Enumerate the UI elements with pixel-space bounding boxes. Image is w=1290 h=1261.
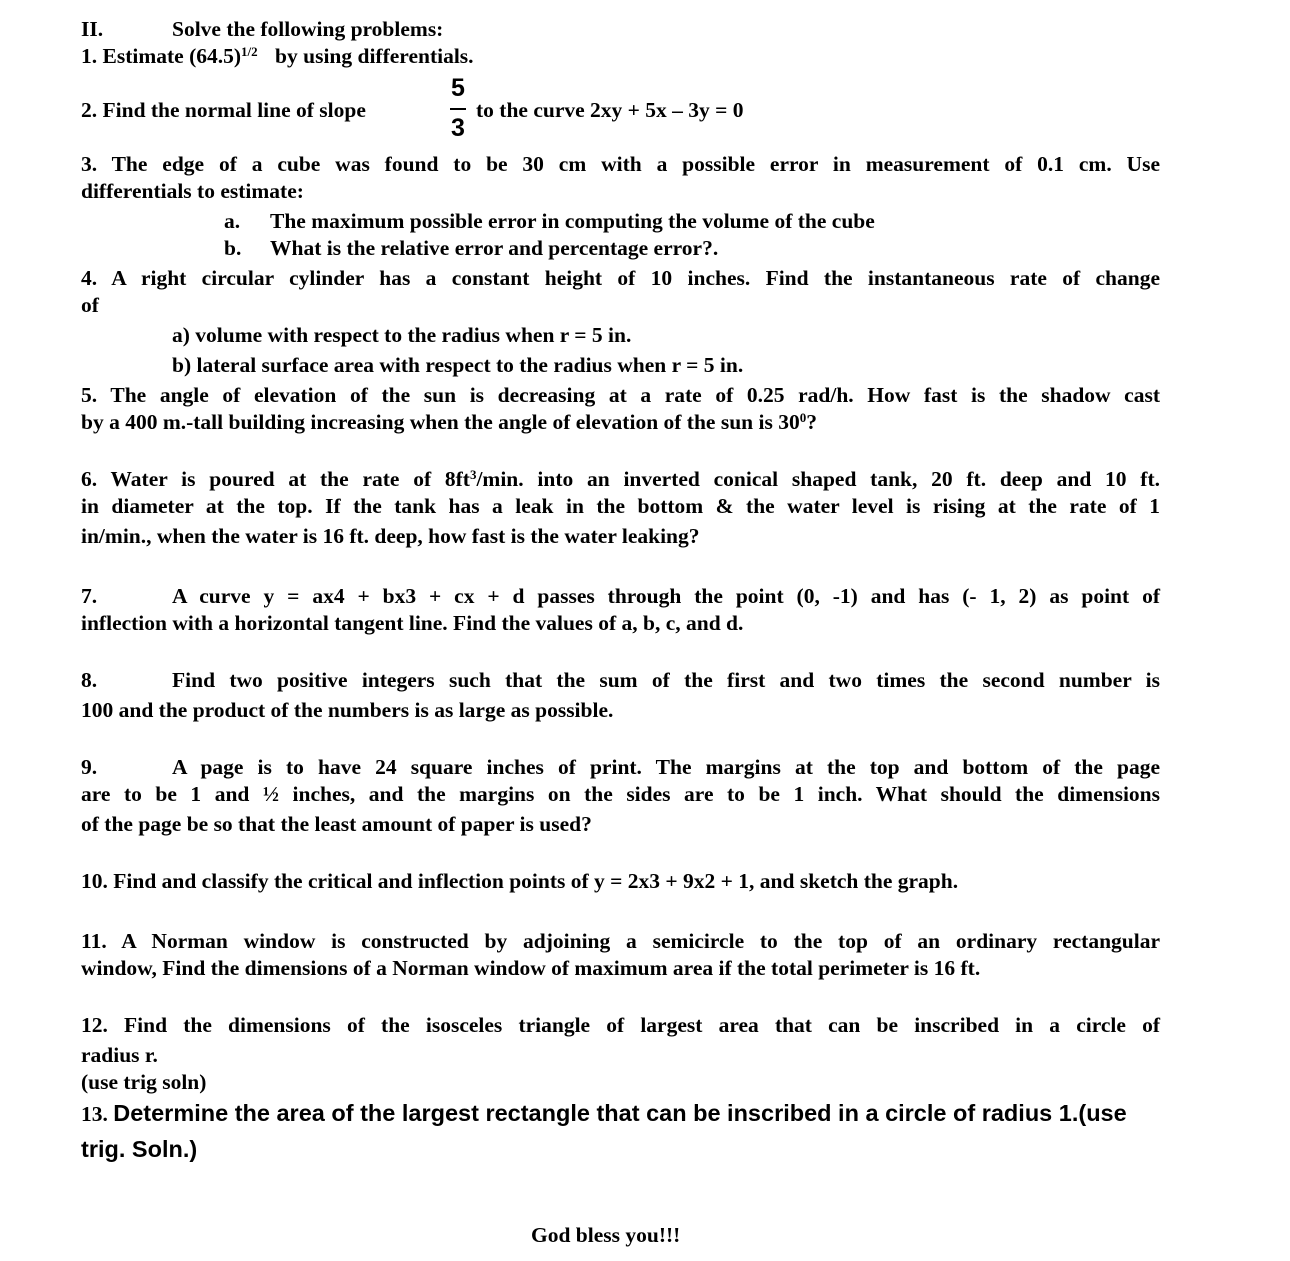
problem-13-line-2: trig. Soln.) (81, 1136, 198, 1162)
item-text: The maximum possible error in computing the volume of the cube (270, 209, 875, 233)
problem-10-line-1: 10. Find and classify the critical and inflection points of y = 2x3 + 9x2 + 1, and sketch the graph. (81, 869, 959, 893)
fraction-bar (450, 108, 466, 110)
problem-7-line-1: A curve y = ax4 + bx3 + cx + d passes through the point (0, -1) and has (- 1, 2) as point of (172, 584, 1160, 608)
degree-mark: 0 (799, 409, 807, 425)
problem-9-line-2: are to be 1 and ½ inches, and the margins on the sides are to be 1 inch. What should the dimensions (81, 782, 1160, 806)
problem-12-line-1: 12. Find the dimensions of the isosceles triangle of largest area that can be inscribed in a circle of (81, 1013, 1160, 1037)
slope-numerator: 5 (451, 74, 465, 102)
problem-1-text-end: by using differentials. (275, 44, 474, 68)
problem-9-line-1: A page is to have 24 square inches of print. The margins at the top and bottom of the page (172, 755, 1160, 779)
slope-denominator: 3 (451, 114, 465, 142)
problem-12-line-2: radius r. (81, 1043, 158, 1067)
problem-8-line-2: 100 and the product of the numbers is as large as possible. (81, 698, 614, 722)
problem-2-lead: 2. Find the normal line of slope (81, 98, 366, 122)
problem-5-line-2 (81, 409, 817, 434)
question-mark: ? (806, 410, 817, 434)
problem-13-text: Determine the area of the largest rectangle that can be inscribed in a circle of radius 1.(use (113, 1100, 1127, 1126)
problem-7-number: 7. (81, 584, 98, 608)
problem-3-item-b (224, 238, 718, 260)
item-label: b. (224, 236, 242, 260)
problem-13-line-1 (81, 1102, 1127, 1126)
closing-message: God bless you!!! (531, 1223, 681, 1247)
problem-3-item-a (224, 211, 875, 233)
problem-4-item-b: b) lateral surface area with respect to the radius when r = 5 in. (172, 353, 744, 377)
section-title: Solve the following problems: (172, 17, 444, 41)
section-heading (81, 19, 443, 41)
problem-9-number: 9. (81, 755, 98, 779)
problem-13-number: 13. (81, 1102, 108, 1126)
item-text: What is the relative error and percentage error?. (270, 236, 719, 260)
problem-7-line-2: inflection with a horizontal tangent line. Find the values of a, b, c, and d. (81, 611, 744, 635)
problem-5-line-2-text: by a 400 m.-tall building increasing when the angle of elevation of the sun is 30 (81, 410, 800, 434)
problem-2-tail: to the curve 2xy + 5x – 3y = 0 (476, 98, 744, 122)
cubic-exponent: 3 (469, 466, 477, 482)
problem-12-line-3: (use trig soln) (81, 1070, 207, 1094)
problem-1-exponent: 1/2 (241, 43, 258, 59)
problem-11-line-1: 11. A Norman window is constructed by adjoining a semicircle to the top of an ordinary rectangular (81, 929, 1160, 953)
problem-3-line-2: differentials to estimate: (81, 179, 304, 203)
problem-6-line-2: in diameter at the top. If the tank has a leak in the bottom & the water level is rising at the rate of 1 (81, 494, 1160, 518)
section-numeral: II. (81, 17, 104, 41)
problem-6-line-3: in/min., when the water is 16 ft. deep, how fast is the water leaking? (81, 524, 700, 548)
problem-8-line-1: Find two positive integers such that the sum of the first and two times the second number is (172, 668, 1160, 692)
problem-1 (81, 43, 474, 68)
problem-4-item-a: a) volume with respect to the radius when r = 5 in. (172, 323, 632, 347)
problem-5-line-1: 5. The angle of elevation of the sun is decreasing at a rate of 0.25 rad/h. How fast is the shadow cast (81, 383, 1160, 407)
problem-1-text: 1. Estimate (64.5) (81, 44, 242, 68)
problem-6-line-1 (81, 466, 1160, 491)
problem-6-rate: 6. Water is poured at the rate of 8ft (81, 467, 470, 491)
problem-6-line-1-rest: /min. into an inverted conical shaped tank, 20 ft. deep and 10 ft. (476, 467, 1160, 491)
problem-8-number: 8. (81, 668, 98, 692)
problem-4-line-1: 4. A right circular cylinder has a constant height of 10 inches. Find the instantaneous rate of change (81, 266, 1160, 290)
problem-11-line-2: window, Find the dimensions of a Norman window of maximum area if the total perimeter is 16 ft. (81, 956, 981, 980)
problem-4-line-2: of (81, 293, 99, 317)
problem-3-line-1: 3. The edge of a cube was found to be 30 cm with a possible error in measurement of 0.1 cm. Use (81, 152, 1160, 176)
slope-fraction (448, 76, 468, 141)
problem-9-line-3: of the page be so that the least amount of paper is used? (81, 812, 592, 836)
item-label: a. (224, 209, 241, 233)
